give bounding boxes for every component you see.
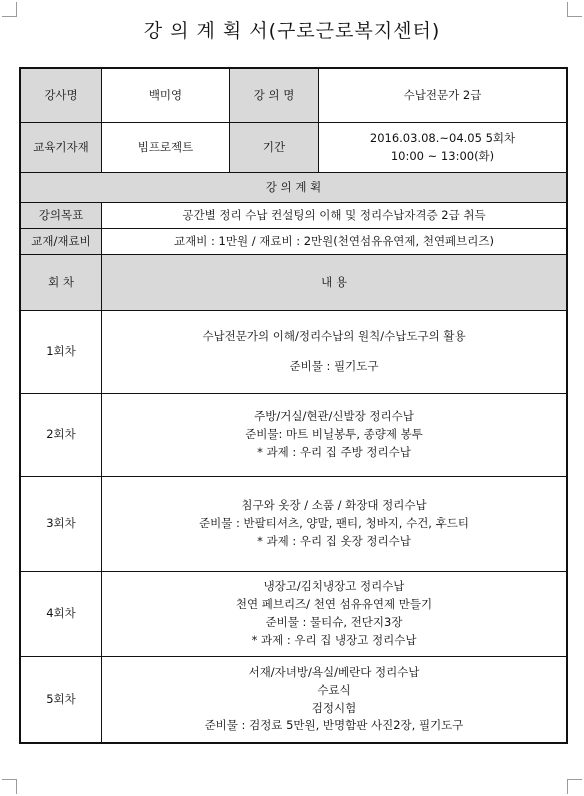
- session-line: 서재/자녀방/욕실/베란다 정리수납: [248, 664, 420, 679]
- session-line: 냉장고/김치냉장고 정리수납: [263, 579, 405, 594]
- session-line: 준비물 : 필기도구: [289, 359, 379, 373]
- material-label: 교육기자재: [21, 123, 102, 173]
- session-content: [102, 311, 567, 394]
- session-name: 5회차: [21, 657, 102, 743]
- session-row: [21, 311, 567, 394]
- session-content: [102, 394, 567, 477]
- page-corner-mark: [2, 779, 17, 794]
- session-name: 3회차: [21, 477, 102, 572]
- period-dates: 2016.03.08.~04.05 5회차: [369, 130, 516, 145]
- session-line: 천연 페브리즈/ 천연 섬유유연제 만들기: [235, 597, 433, 612]
- page-corner-mark: [2, 2, 17, 17]
- session-row: [21, 572, 567, 657]
- session-header-row: [21, 255, 567, 311]
- session-column-header: 회 차: [21, 255, 102, 311]
- session-content: [102, 572, 567, 657]
- session-name: 4회차: [21, 572, 102, 657]
- instructor-value: 백미영: [102, 69, 230, 123]
- session-line: 수료식: [317, 682, 351, 697]
- session-line: 수납전문가의 이해/정리수납의 원칙/수납도구의 활용: [202, 329, 466, 344]
- session-line: 준비물 : 검정료 5만원, 반명함판 사진2장, 필기도구: [204, 718, 464, 733]
- material-row: [21, 123, 567, 173]
- session-line: * 과제 : 우리 집 주방 정리수납: [257, 444, 411, 459]
- session-line: * 과제 : 우리 집 냉장고 정리수납: [251, 632, 417, 647]
- session-row: [21, 394, 567, 477]
- session-content: [102, 477, 567, 572]
- content-column-header: 내 용: [102, 255, 567, 311]
- session-line: * 과제 : 우리 집 옷장 정리수납: [257, 533, 411, 548]
- course-value: 수납전문가 2급: [319, 69, 567, 123]
- goal-row: [21, 203, 567, 229]
- session-line: 준비물: 마트 비닐봉투, 종량제 봉투: [245, 427, 423, 442]
- plan-header: 강 의 계 획: [21, 173, 567, 203]
- instructor-label: 강사명: [21, 69, 102, 123]
- lecture-plan-table: [20, 68, 567, 743]
- fee-row: [21, 229, 567, 255]
- session-line: 준비물 : 반팔티셔츠, 양말, 팬티, 청바지, 수건, 후드티: [199, 516, 469, 531]
- session-line: 주방/거실/현관/신발장 정리수납: [254, 409, 414, 424]
- blank-line: [106, 346, 562, 358]
- session-name: 1회차: [21, 311, 102, 394]
- session-row: [21, 477, 567, 572]
- session-row: [21, 657, 567, 743]
- period-time: 10:00 ~ 13:00(화): [390, 148, 495, 163]
- goal-value: 공간별 정리 수납 컨설팅의 이해 및 정리수납자격증 2급 취득: [102, 203, 567, 229]
- goal-label: 강의목표: [21, 203, 102, 229]
- material-value: 빔프로젝트: [102, 123, 230, 173]
- session-content: [102, 657, 567, 743]
- fee-label: 교재/재료비: [21, 229, 102, 255]
- session-line: 검정시험: [311, 700, 357, 715]
- instructor-row: [21, 69, 567, 123]
- session-line: 준비물 : 물티슈, 전단지3장: [265, 615, 403, 629]
- period-value: [319, 123, 567, 173]
- page-corner-mark: [567, 2, 582, 17]
- plan-header-row: [21, 173, 567, 203]
- session-name: 2회차: [21, 394, 102, 477]
- page-corner-mark: [567, 779, 582, 794]
- fee-value: 교재비 : 1만원 / 재료비 : 2만원(천연섬유유연제, 천연페브리즈): [102, 229, 567, 255]
- document-title: 강 의 계 획 서(구로근로복지센터): [143, 20, 441, 42]
- period-label: 기간: [230, 123, 319, 173]
- course-label: 강 의 명: [230, 69, 319, 123]
- session-line: 침구와 옷장 / 소품 / 화장대 정리수납: [241, 498, 427, 513]
